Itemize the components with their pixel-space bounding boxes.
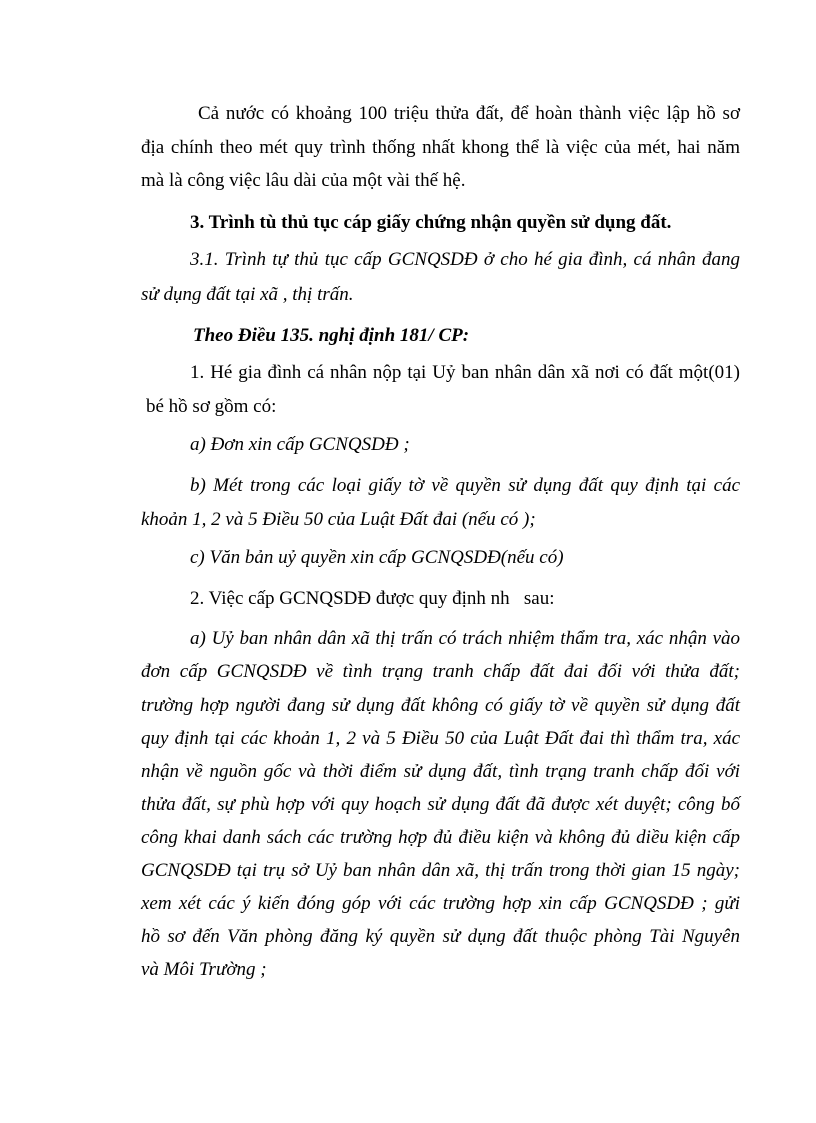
item-2: 2. Việc cấp GCNQSDĐ được quy định nh sau: [190, 588, 555, 609]
item-1-line-1: 1. Hé gia đình cá nhân nộp tại Uỷ ban nhân dân xã nơi có đất một(01) [190, 362, 740, 383]
item-2a-line-6: thửa đất, sự phù hợp với quy hoạch sử dụng đất đã được xét duyệt; công bố [141, 794, 740, 815]
decree-reference: Theo Điều 135. nghị định 181/ CP: [193, 325, 470, 346]
item-b-line-2: khoản 1, 2 và 5 Điều 50 của Luật Đất đai (nếu có ); [141, 509, 536, 530]
item-2a-line-9: xem xét các ý kiến đóng góp với các trường hợp xin cấp GCNQSDĐ ; gửi [141, 893, 740, 914]
subsection-3-1-line-1: 3.1. Trình tự thủ tục cấp GCNQSDĐ ở cho hé gia đình, cá nhân đang [190, 249, 740, 270]
item-2a-line-4: quy định tại các khoản 1, 2 và 5 Điều 50 của Luật Đất đai thì thẩm tra, xác [141, 728, 740, 749]
item-2a-line-11: và Môi Trường ; [141, 959, 267, 980]
item-2a-line-2: đơn cấp GCNQSDĐ về tình trạng tranh chấp đất đai đối với thửa đất; [141, 661, 740, 682]
item-2a-line-8: GCNQSDĐ tại trụ sở Uỷ ban nhân dân xã, thị trấn trong thời gian 15 ngày; [141, 860, 740, 881]
section-heading-3: 3. Trình tù thủ tục cáp giấy chứng nhận quyền sử dụng đất. [190, 212, 672, 233]
item-a: a) Đơn xin cấp GCNQSDĐ ; [190, 434, 410, 455]
item-2a-line-7: công khai danh sách các trường hợp đủ điều kiện và không đủ diều kiện cấp [141, 827, 740, 848]
item-2a-line-3: trường hợp người đang sử dụng đất không có giấy tờ về quyền sử dụng đất [141, 695, 740, 716]
paragraph-1-line-2: địa chính theo mét quy trình thống nhất khong thể là việc của mét, hai năm [141, 137, 740, 158]
item-2a-line-1: a) Uỷ ban nhân dân xã thị trấn có trách nhiệm thẩm tra, xác nhận vào [190, 628, 740, 649]
paragraph-1-line-3: mà là công việc lâu dài của một vài thế hệ. [141, 170, 466, 191]
item-2a-line-5: nhận về nguồn gốc và thời điểm sử dụng đất, tình trạng tranh chấp đối với [141, 761, 740, 782]
item-c: c) Văn bản uỷ quyền xin cấp GCNQSDĐ(nếu có) [190, 547, 564, 568]
subsection-3-1-line-2: sử dụng đất tại xã , thị trấn. [141, 284, 354, 305]
paragraph-1-line-1: Cả nước có khoảng 100 triệu thửa đất, để hoàn thành việc lập hồ sơ [198, 103, 740, 124]
item-2a-line-10: hồ sơ đến Văn phòng đăng ký quyền sử dụng đất thuộc phòng Tài Nguyên [141, 926, 740, 947]
item-b-line-1: b) Mét trong các loại giấy tờ về quyền sử dụng đất quy định tại các [190, 475, 740, 496]
item-1-line-2: bé hồ sơ gồm có: [146, 396, 277, 417]
